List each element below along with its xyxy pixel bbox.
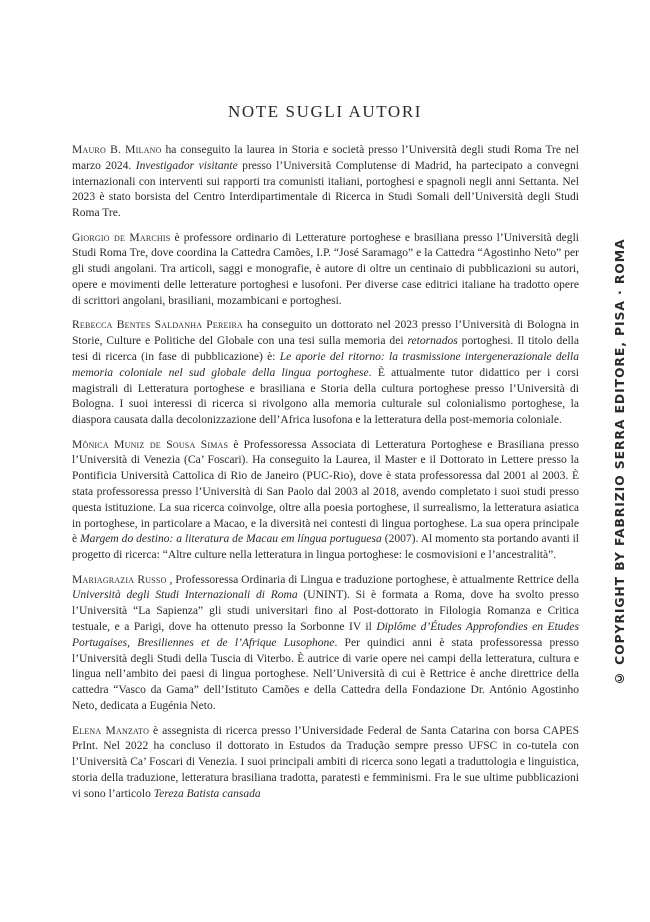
bio-italic-text: Tereza Batista cansada bbox=[153, 787, 261, 800]
author-name: Mônica Muniz de Sousa Simas bbox=[72, 438, 229, 451]
author-name: Rebecca Bentes Saldanha Pereira bbox=[72, 319, 244, 332]
authors-list bbox=[72, 143, 579, 811]
author-entry bbox=[72, 573, 579, 715]
bio-italic-text: Margem do destino: a literatura de Macau em língua portuguesa bbox=[80, 533, 382, 546]
bio-italic-text: Investigador visitante bbox=[135, 159, 238, 172]
bio-text: è professore ordinario di Letterature portoghese e brasiliana presso l’Università degli Studi Roma Tre, dove coordina la Cattedra Camões, I.P. “José Saramago” e la Cattedra “Agostinho Neto” per gli studi angolani. Tra articoli, saggi e monografie, è autore di oltre un centinaio di pubblicazioni su autori, opere e movimenti delle letterature portoghesi e lusofoni. Per diverse case editrici italiane ha tradotto opere di scrittori angolani, brasiliani, mozambicani e portoghesi. bbox=[72, 231, 579, 307]
copyright-notice: © COPYRIGHT BY FABRIZIO SERRA EDITORE, PISA · ROMA bbox=[612, 238, 627, 686]
bio-italic-text: Diplôme d’Études Approfondies en Etudes Portugaises, Bresiliennes et de l’Afrique Lusophone bbox=[72, 621, 579, 649]
bio-text: . È attualmente tutor didattico per i corsi magistrali di Letteratura portoghese e brasiliana e Storia della cultura portoghese presso l’Università di Bologna. I suoi interessi di ricerca si rivolgono alla memoria culturale sul colonialismo portoghese, la diaspora causata dalla decolonizzazione dell’Africa lusofona e la letteratura della post-memoria coloniale. bbox=[72, 366, 579, 427]
bio-italic-text: retornados bbox=[407, 335, 458, 348]
bio-text: ha conseguito un dottorato nel 2023 presso l’Università di Bologna in Storie, Culture e Politiche del Globale con una tesi sulla memoria dei bbox=[72, 319, 580, 348]
author-name: Mauro B. Milano bbox=[72, 144, 162, 156]
author-name: Giorgio de Marchis bbox=[72, 231, 171, 244]
bio-text: (2007). Al momento sta portando avanti il progetto di ricerca: “Altre culture nella letteratura in lingua portoghese: le cosmovisioni e l’ancestralità”. bbox=[72, 533, 580, 562]
author-name: Elena Manzato bbox=[72, 724, 150, 737]
bio-text: , Professoressa Ordinaria di Lingua e traduzione portoghese, è attualmente Rettrice della bbox=[169, 573, 579, 586]
bio-text: è Professoressa Associata di Letteratura Portoghese e Brasiliana presso l’Università di Venezia (Ca’ Foscari). Ha conseguito la Laurea, il Master e il Dottorato in Lettere presso la Pontificia Università Cattolica di Rio de Janeiro (PUC-Rio), dove è stata professoressa dal 2001 al 2003. È stata professoressa presso l’Università di San Paolo dal 2003 al 2018, avendo completato i suoi studi presso questa istituzione. La sua ricerca coinvolge, oltre alla poesia portoghese, il surrealismo, la letteratura asiatica in portoghese, in particolare a Macao, e la diversità nei contesti di lingua portoghese. La sua opera principale è bbox=[72, 438, 579, 546]
bio-text: presso l’Università Complutense di Madrid, ha partecipato a convegni internazionali con interventi sui rapporti tra comunisti italiani, portoghesi e spagnoli negli anni Settanta. Nel 2023 è stato borsista del Centro Interdipartimentale di Ricerca in Studi Somali dell’Università degli Studi Roma Tre. bbox=[72, 159, 579, 220]
author-entry bbox=[72, 724, 579, 803]
bio-italic-text: Le aporie del ritorno: la trasmissione intergenerazionale della memoria coloniale nel sud globale della lingua portoghese bbox=[72, 350, 579, 379]
bio-text: portoghesi. Il titolo della tesi di ricerca (in fase di pubblicazione) è: bbox=[72, 335, 579, 363]
author-entry bbox=[72, 438, 579, 564]
bio-italic-text: Università degli Studi Internazionali di Roma bbox=[72, 589, 298, 602]
bio-text: (UNINT). Si è formata a Roma, dove ha svolto presso l’Università “La Sapienza” gli studi universitari fino al Post-dottorato in Filologia Romanza e Critica testuale, e a Parigi, dove ha ottenuto presso la Sorbonne IV il bbox=[72, 589, 579, 634]
bio-text: ha conseguito la laurea in Storia e società presso l’Università degli studi Roma Tre nel marzo 2024. bbox=[72, 144, 580, 172]
bio-text: . Per quindici anni è stata professoressa presso l’Università degli Studi della Tuscia di Viterbo. È autrice di varie opere nei campi della letteratura, cultura e lingua nell’ambito dei paesi di lingua portoghese. Nell’Università di cui è Rettrice è anche direttrice della cattedra “Vasco da Gama” dell’Istituto Camões e della Cattedra della Fondazione Dr. António Agostinho Neto, dedicata a Eugénia Neto. bbox=[72, 636, 579, 713]
author-name: Mariagrazia Russo bbox=[72, 573, 167, 586]
author-entry bbox=[72, 143, 579, 222]
bio-text: è assegnista di ricerca presso l’Universidade Federal de Santa Catarina con borsa CAPES PrInt. Nel 2022 ha concluso il dottorato in Estudos da Tradução sempre presso UFSC in co-tutela con l’Università Ca’ Foscari di Venezia. I suoi principali ambiti di ricerca sono legati a traduttologia e linguistica, storia della traduzione, letteratura brasiliana tradotta, paratesti e femminismi. Fra le sue ultime pubblicazioni vi sono l’articolo bbox=[72, 724, 579, 800]
author-entry bbox=[72, 231, 579, 310]
page-title: NOTE SUGLI AUTORI bbox=[227, 102, 423, 121]
author-entry bbox=[72, 318, 579, 429]
